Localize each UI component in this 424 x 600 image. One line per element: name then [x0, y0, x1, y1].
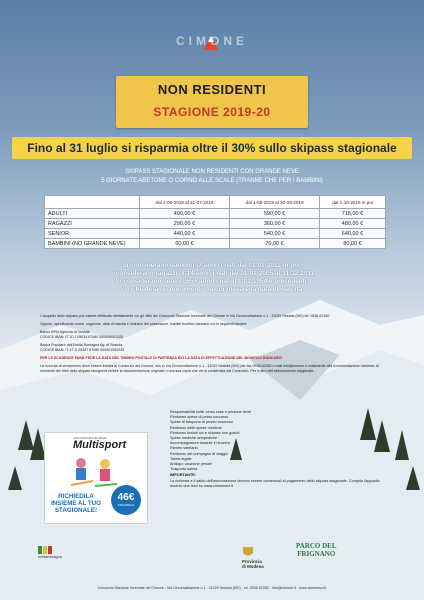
bank-details [40, 330, 386, 340]
list-item: Trasporto salma [170, 467, 198, 472]
emilia-romagna-logo [38, 546, 62, 559]
ad-brand-subtitle: ASSICURAZIONE NEVE [73, 436, 107, 440]
price-cell: 715,00 € [320, 209, 386, 219]
price-cell: 290,00 € [140, 219, 230, 229]
sponsor-logos [0, 540, 424, 580]
skipass-heading-line1: SKIPASS STAGIONALE NON RESIDENTI CON GRANDE NEVE [125, 169, 299, 175]
list-item: Tutela legale [170, 456, 192, 461]
header-cell [45, 196, 140, 209]
price-cell: 360,00 € [230, 219, 320, 229]
list-item: Rimborso lezioni sci e skipass non goduti [170, 430, 240, 435]
bank-details [40, 343, 386, 353]
row-label: SENIOR [45, 229, 140, 239]
skipass-heading [70, 168, 354, 186]
note-line: Si considerano bambini (7 anni) i nati dal 01-01-2012 in poi. [122, 262, 302, 269]
bank-name: Banco BPM Agenzia di Sestola [40, 330, 90, 334]
list-item: Accompagnatore durante il ricovero [170, 441, 230, 446]
header-cell: dal 1-06-2019 al 31-07-2019 [140, 196, 230, 209]
banner-title: NON RESIDENTI [157, 82, 267, 97]
provincia-logo [242, 546, 264, 569]
table-row [45, 209, 386, 219]
banner-season: STAGIONE 2019-20 [153, 105, 271, 119]
list-item: Rimborso delle spese mediche [170, 425, 222, 430]
skipass-heading-line2: 5 GIORNATE ABETONE O CORNO ALLE SCALE (TRANNE CHE PER I BAMBINI) [101, 178, 323, 184]
row-label: ADULTI [45, 209, 140, 219]
important-text: La richiesta e il saldo dell'assicurazione devono essere contestuali al pagamento dello skipass stagionale. Compila l'apposito modulo che trovi su www.cimonesci.it [170, 478, 380, 488]
logo-label: FRIGNANO [297, 550, 336, 558]
table-row [45, 219, 386, 229]
region-logo-icon [38, 546, 52, 554]
price-cell: 490,00 € [140, 209, 230, 219]
price-cell: 480,00 € [320, 219, 386, 229]
insurance-ad [44, 432, 148, 524]
footer-address: Consorzio Stazione Invernale del Cimone - Via Circonvallazione n.1 - 41029 Sestola (MO) - tel. 0536 62350 - info@cimone.it - www.cimonesci.it [97, 586, 327, 590]
coverage-list [170, 410, 390, 489]
ad-brand: Multisport [73, 439, 127, 451]
important-label: IMPORTANTE: [170, 473, 197, 478]
deadline-warning: PER LE SCADENZE FARÀ FEDE LA DATA DEL TIMBRO POSTALE DI PARTENZA E/O LA DATA DI EFFETTUAZIONE DEL BONIFICO BANCARIO [40, 356, 283, 360]
promo-strip: Fino al 31 luglio si risparmia oltre il 30% sullo skipass stagionale [12, 137, 412, 159]
price-cell: 80,00 € [320, 239, 386, 249]
list-item: Rimborso spese di primo soccorso [170, 415, 229, 420]
table-row [45, 239, 386, 249]
list-item: Rientro sanitario [170, 446, 198, 451]
season-banner [116, 76, 308, 128]
price-cell: 60,00 € [140, 239, 230, 249]
note-line: Si richiederà un documento da cui rilevare la data di nascita. [120, 286, 304, 293]
info-paragraph: Oppure, specificando nome, cognome, data di nascita e indirizzo del possessore, tramite bonifico bancario c/o le seguenti banche: [40, 322, 248, 326]
ad-price-caption: STAGIONALE [117, 504, 135, 507]
skier-illustration-icon [63, 455, 123, 491]
price-cell: 640,00 € [320, 229, 386, 239]
ad-call-to-action: RICHIEDILA INSIEME AL TUO STAGIONALE! [51, 493, 101, 514]
price-cell: 590,00 € [230, 209, 320, 219]
row-label: BAMBINI (NO GRANDE NEVE) [45, 239, 140, 249]
iban-code: CODICE IBAN: IT 20 J 05034 67080 000000001105 [40, 335, 123, 339]
note-line: Si considerano ragazzi (8-14 anni) i nati dal 01-01-2005 al 31-12-2011. [107, 270, 317, 277]
price-cell: 540,00 € [230, 229, 320, 239]
note-line: Si considerano senior (65+ anni) i nati il 1-01-1954 e precedenti. [115, 278, 309, 285]
price-cell: 70,00 € [230, 239, 320, 249]
list-item: Spese di trasporto al pronto soccorso [170, 420, 233, 425]
info-paragraph: La ricevuta di versamento deve essere inviata al Consorzio del Cimone, sito in Via Circonvallazione n.1 - 41029 Sestola (MO) per fax 0536 62350 o mail info@cimone.it unitamente alla documentazione richiesta. Al momento del ritiro dello skipass bisognerà esibire la documentazione originale o una sua copia che verrà conservata dal Consorzio. Per il ritiro dell'abbonamento stagionale... [40, 364, 379, 373]
logo-label: Provincia [242, 559, 262, 564]
header-cell: dal 1-08-2019 al 30-09-2019 [230, 196, 320, 209]
list-item: Responsabilità civile verso cose e persone terze [170, 410, 252, 414]
purchase-info [40, 314, 386, 377]
list-item: Rimborso del compagno di viaggio [170, 451, 229, 456]
age-notes [60, 262, 364, 294]
list-item: Spese mediche ortopediche [170, 436, 218, 441]
info-paragraph: L'acquisto dello skipass può essere effettuato direttamente c/o gli uffici del Consorzio Stazione Invernale del Cimone in Via Circonvallazione n.1 - 41029 Sestola (MO) tel. 0536 62350 [40, 314, 330, 318]
price-cell: 440,00 € [140, 229, 230, 239]
table-row [45, 229, 386, 239]
iban-code: CODICE IBAN: IT 47 G 05387 67080 000001052035 [40, 348, 125, 352]
bank-name: Banca Popolare dell'Emilia Romagna Ag. di Sestola [40, 343, 123, 347]
logo-label: PARCO DEL [296, 542, 337, 550]
header-cell: dal 1-10-2019 in poi [320, 196, 386, 209]
ad-price-badge: 46€ [111, 485, 141, 515]
price-table-header [45, 196, 386, 209]
logo-text: CIMONE [176, 34, 248, 48]
logo-label: di Modena [242, 564, 264, 569]
cimone-logo [176, 32, 246, 52]
logo-label: emiliaromagna [38, 555, 62, 559]
parco-logo [296, 542, 337, 558]
price-table [44, 195, 386, 249]
list-item: Anticipo cauzione penale [170, 462, 213, 467]
crest-icon [242, 546, 254, 558]
row-label: RAGAZZI [45, 219, 140, 229]
